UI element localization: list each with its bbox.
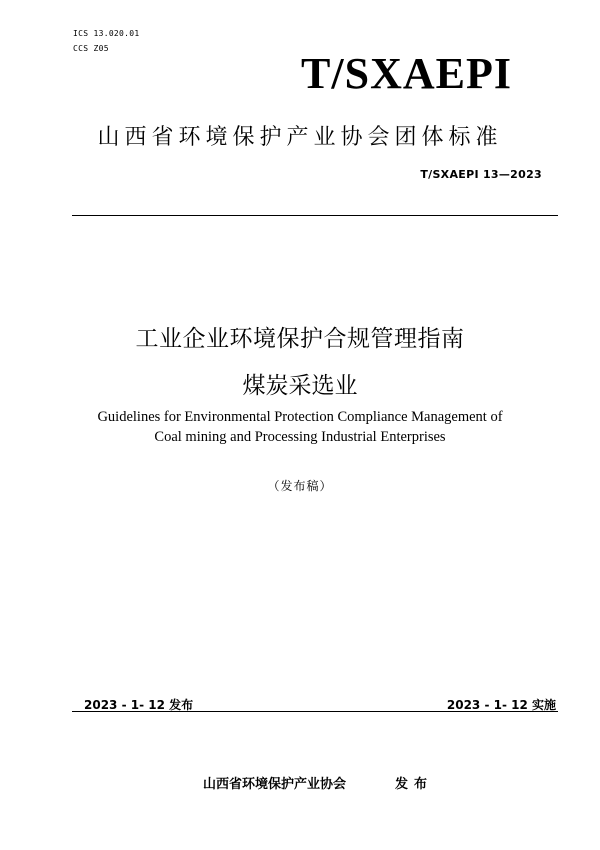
implementation-date: 2023 - 1- 12 实施 <box>446 698 556 712</box>
document-subtitle-cn: 煤炭采选业 <box>242 373 358 399</box>
document-title-en-line1: Guidelines for Environmental Protection Compliance Management of <box>97 409 503 425</box>
document-title-cn: 工业企业环境保护合规管理指南 <box>135 326 465 352</box>
standard-number: T/SXAEPI 13—2023 <box>420 168 542 181</box>
publisher-name: 山西省环境保护产业协会 <box>203 777 347 792</box>
document-title-en-line2: Coal mining and Processing Industrial Enterprises <box>154 429 446 445</box>
publish-label: 发布 <box>395 777 434 792</box>
draft-status: （发布稿） <box>267 479 333 493</box>
ics-code: ICS 13.020.01 <box>73 29 140 38</box>
standard-brand-code: T/SXAEPI <box>301 49 512 98</box>
organization-standard-heading: 山西省环境保护产业协会团体标准 <box>97 125 503 150</box>
bottom-divider <box>72 711 558 712</box>
top-divider <box>72 215 558 216</box>
ccs-code: CCS Z05 <box>73 44 109 53</box>
issue-date: 2023 - 1- 12 发布 <box>84 698 194 712</box>
